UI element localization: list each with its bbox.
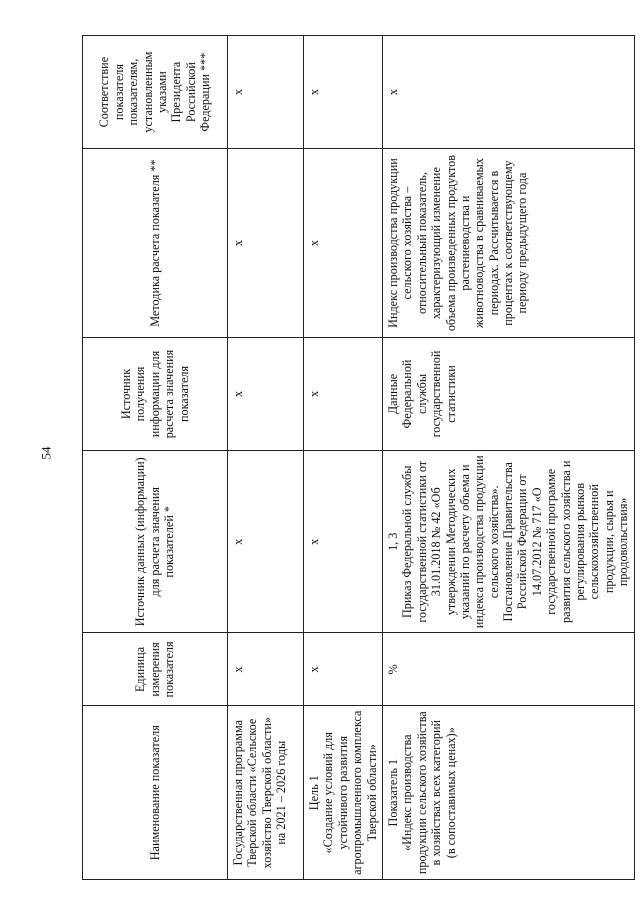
method-cell: х (304, 149, 383, 338)
header-data-source: Источник данных (информации) для расчета значения показателей * (83, 451, 228, 633)
header-decree-match: Соответствие показателя показателям, установленным указами Президента Российской Федерации *** (83, 36, 228, 149)
data-source-text: Приказ Федеральной службы государственной статистики от 31.01.2018 № 42 «Об утверждении Методических указаний по расчету объема и индекса производства продукции сельского хозяйства». Постановление Правительства Российской Федерации от 14.07.2012 № 717 «О государственной программе развития сельского хозяйства и регулирования рынков сельскохозяйственной продукции, сырья и продовольствия» (400, 455, 631, 629)
table-row (228, 36, 304, 880)
method-cell: Индекс производства продукции сельского хозяйства – относительный показатель, характеризующий изменение объема произведенных продуктов растениеводства и животноводства в сравниваемых периодах. Рассчитывается в процентах к соответствующему периоду предыдущего года (382, 149, 634, 338)
header-unit: Единица измерения показателя (83, 633, 228, 706)
page-number: 54 (38, 446, 54, 460)
unit-cell: % (382, 633, 634, 706)
indicator-name: Государственная программа Тверской области «Сельское хозяйство Тверской области» на 2021 – 2026 годы (228, 706, 304, 880)
indicator-name: Показатель 1 «Индекс производства продукции сельского хозяйства в хозяйствах всех категорий (в сопоставимых ценах)» (382, 706, 634, 880)
data-source-cell: х (304, 451, 383, 633)
info-source-cell: Данные Федеральной службы государственной статистики (382, 337, 634, 450)
info-source-cell: х (228, 337, 304, 450)
table-row (382, 36, 634, 880)
indicator-name: Цель 1 «Создание условий для устойчивого развития агропромышленного комплекса Тверской области» (304, 706, 383, 880)
info-source-cell: х (304, 337, 383, 450)
header-info-source: Источник получения информации для расчета значения показателя (83, 337, 228, 450)
decree-match-cell: х (228, 36, 304, 149)
rotated-table-container (82, 35, 631, 880)
indicators-table (82, 35, 635, 880)
decree-match-cell: х (304, 36, 383, 149)
header-row (83, 36, 228, 880)
header-indicator-name: Наименование показателя (83, 706, 228, 880)
decree-match-cell: х (382, 36, 634, 149)
data-source-cell: х (228, 451, 304, 633)
table-row (304, 36, 383, 880)
method-cell: х (228, 149, 304, 338)
header-method: Методика расчета показателя ** (83, 149, 228, 338)
data-source-cell (382, 451, 634, 633)
data-source-code: 1, 3 (385, 532, 400, 551)
unit-cell: х (304, 633, 383, 706)
unit-cell: х (228, 633, 304, 706)
